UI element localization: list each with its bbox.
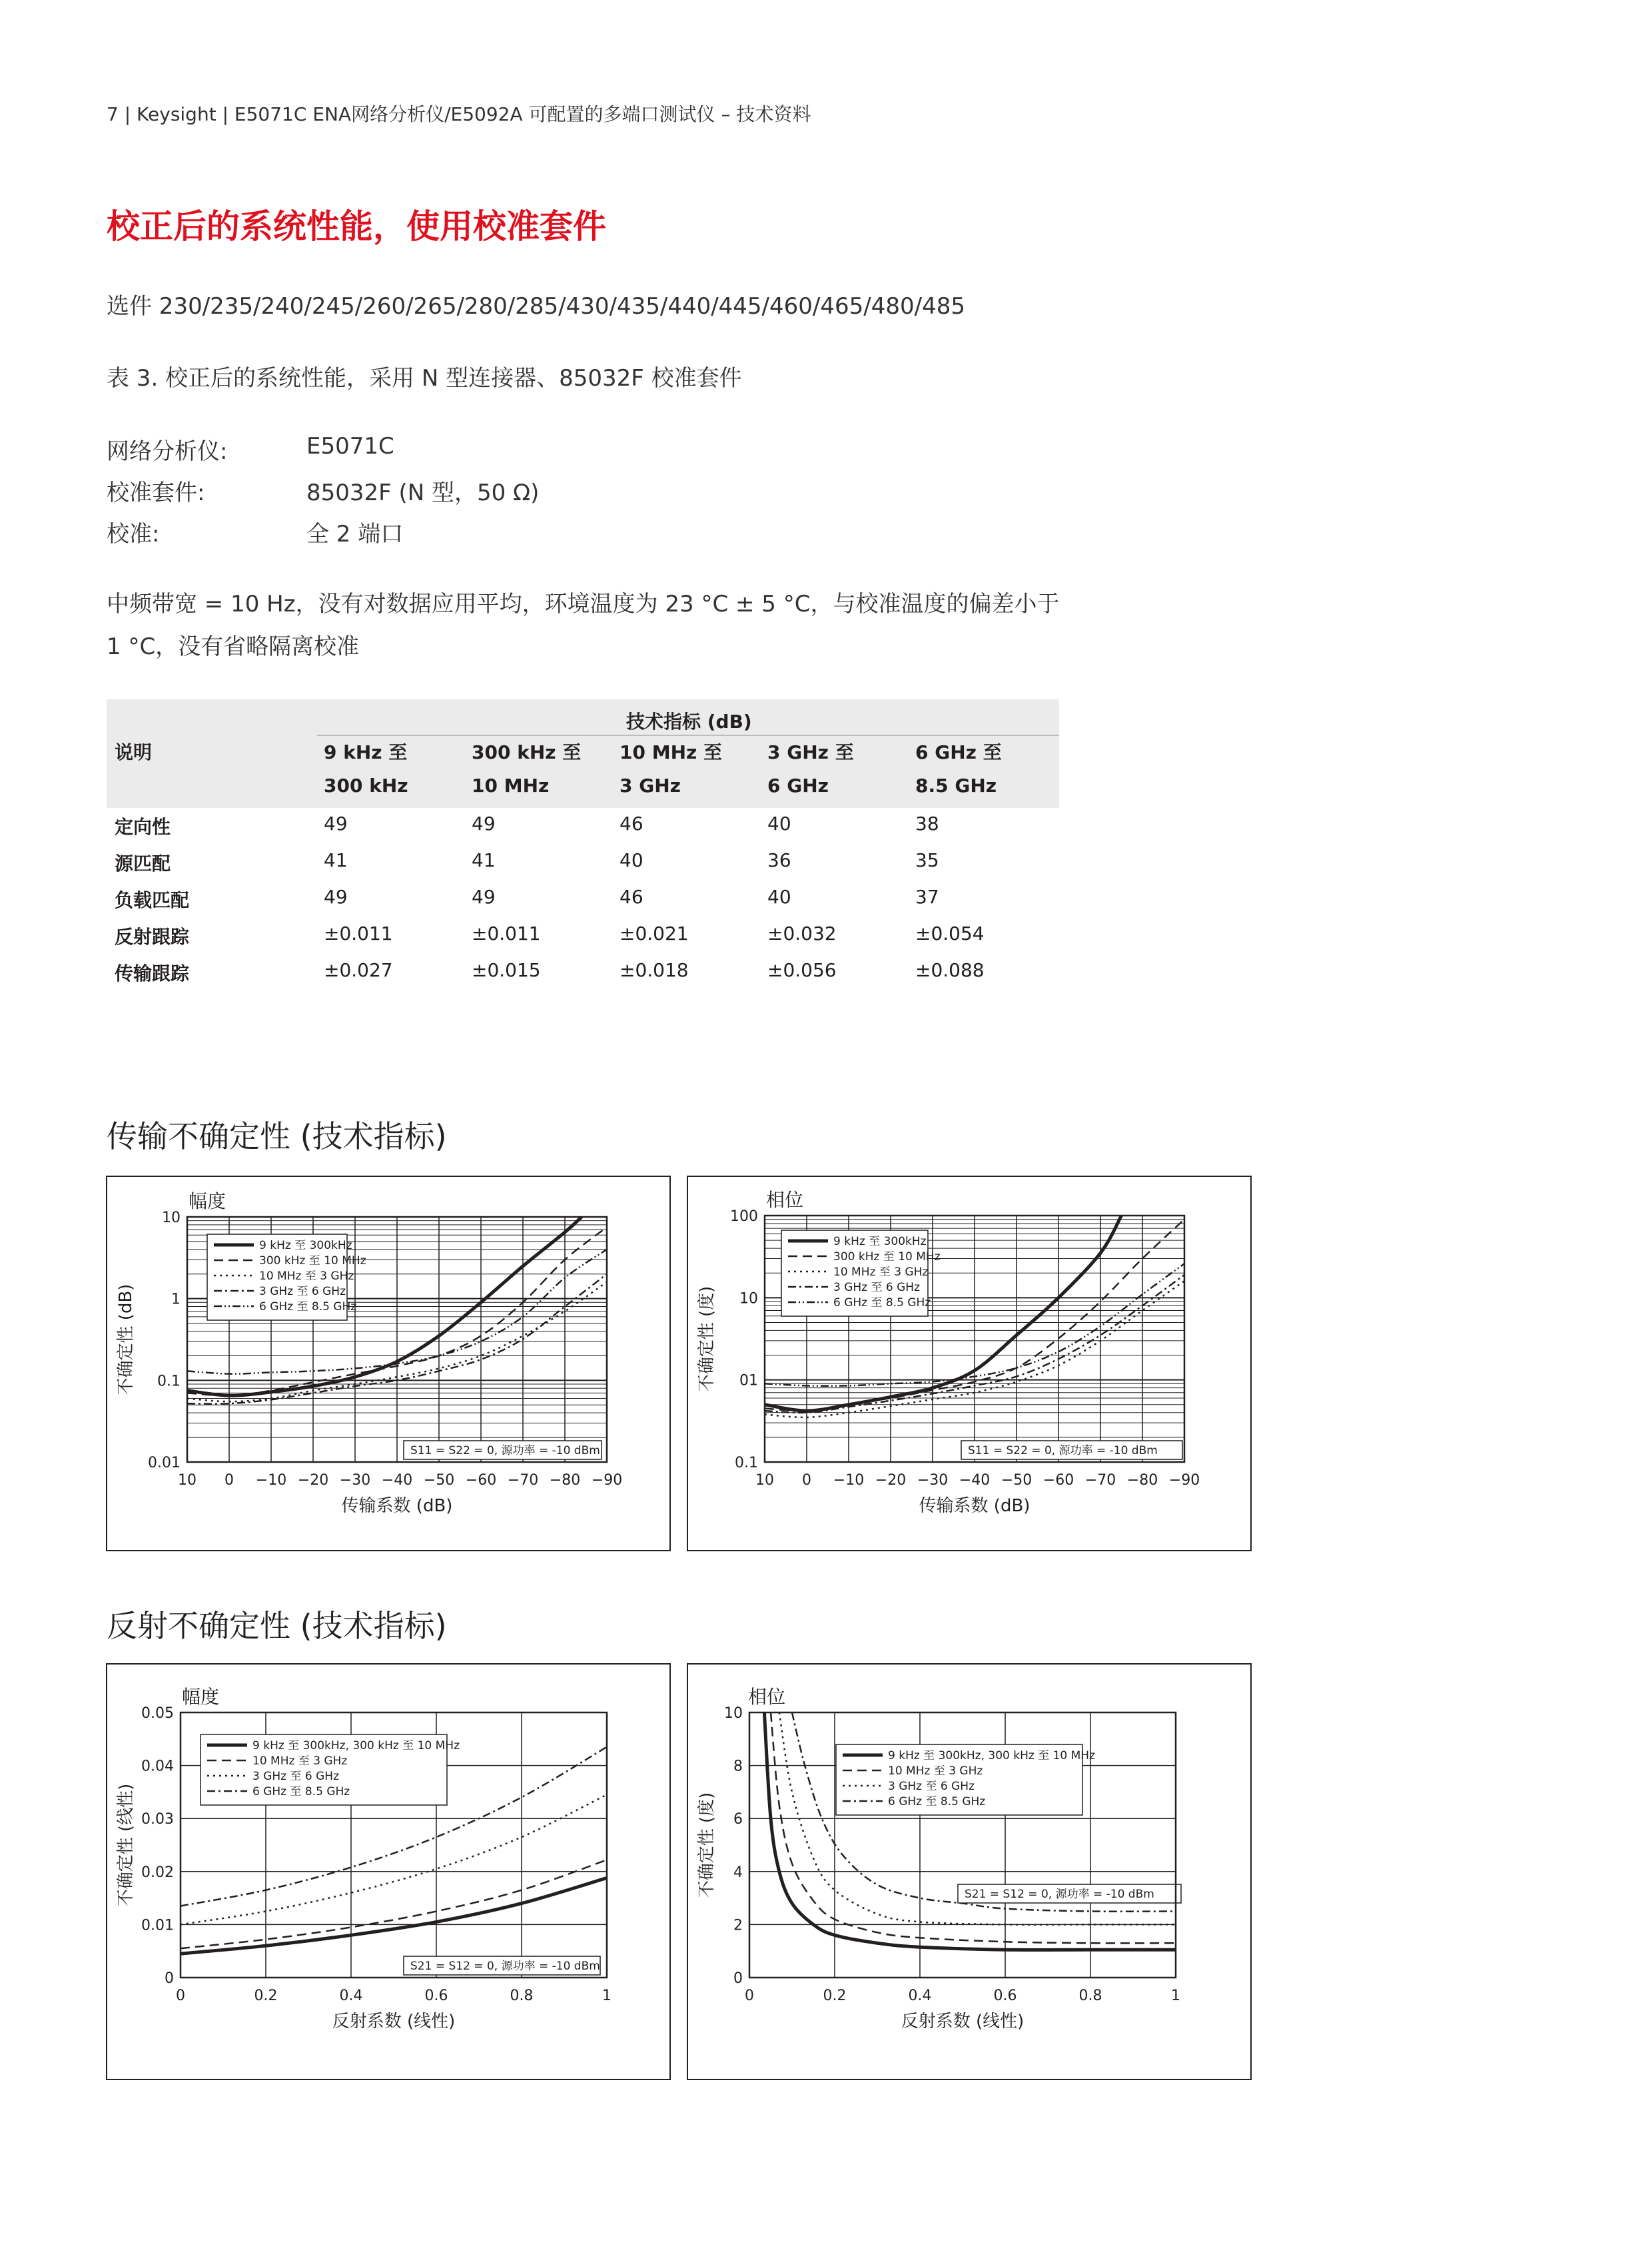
table-col-header: 3 GHz 至 6 GHz	[767, 741, 854, 797]
cell: ±0.015	[472, 959, 541, 981]
y-tick-label: 0.01	[141, 1917, 174, 1934]
x-tick-label: −10	[833, 1472, 865, 1489]
x-tick-label: −80	[549, 1472, 581, 1489]
conditions-text: 中频带宽 = 10 Hz，没有对数据应用平均，环境温度为 23 °C ± 5 °C，与校准温度的偏差小于 1 °C，没有省略隔离校准	[107, 591, 1060, 660]
legend-label: 3 GHz 至 6 GHz	[833, 1281, 921, 1294]
legend-label: 10 MHz 至 3 GHz	[259, 1270, 354, 1283]
x-tick-label: 0.4	[339, 1988, 363, 2004]
chart-title: 幅度	[182, 1686, 220, 1708]
legend-label: 3 GHz 至 6 GHz	[252, 1770, 340, 1783]
x-tick-label: 0	[745, 1988, 754, 2004]
legend-label: 10 MHz 至 3 GHz	[252, 1754, 348, 1768]
chart-transmission-phase	[687, 1176, 1252, 1551]
x-tick-label: −50	[423, 1472, 455, 1489]
x-tick-label: 0.4	[908, 1988, 932, 2004]
row-label: 定向性	[115, 816, 171, 838]
y-tick-label: 1	[171, 1291, 181, 1308]
table-col-header: 300 kHz 至 10 MHz	[472, 741, 582, 797]
y-tick-label: 0.01	[148, 1455, 181, 1471]
y-tick-label: 10	[739, 1290, 758, 1308]
chart-svg	[688, 1665, 1250, 2079]
x-tick-label: 0	[224, 1472, 234, 1489]
x-tick-label: −20	[875, 1472, 907, 1489]
y-tick-label: 4	[733, 1864, 743, 1881]
x-tick-label: −40	[381, 1472, 413, 1489]
x-axis-label: 反射系数 (线性)	[332, 2012, 456, 2032]
section-title: 校正后的系统性能，使用校准套件	[107, 207, 606, 246]
legend-label: 6 GHz 至 8.5 GHz	[888, 1795, 986, 1808]
note-text: S21 = S12 = 0, 源功率 = -10 dBm	[410, 1960, 600, 1973]
x-tick-label: −50	[1001, 1472, 1032, 1489]
y-tick-label: 10	[162, 1210, 181, 1226]
x-tick-label: −30	[339, 1472, 371, 1489]
legend-label: 9 kHz 至 300kHz	[833, 1235, 927, 1248]
legend-label: 6 GHz 至 8.5 GHz	[252, 1785, 350, 1798]
legend-label: 10 MHz 至 3 GHz	[888, 1764, 983, 1778]
spec-value: 全 2 端口	[306, 521, 404, 548]
cell: 38	[915, 813, 939, 835]
reflection-title: 反射不确定性 (技术指标)	[107, 1608, 447, 1644]
cell: ±0.056	[767, 959, 837, 981]
x-tick-label: −20	[297, 1472, 329, 1489]
series-line	[181, 1860, 607, 1948]
table-col-header: 6 GHz 至 8.5 GHz	[915, 741, 1002, 797]
cell: 37	[915, 886, 939, 908]
cell: 41	[472, 849, 496, 871]
transmission-title: 传输不确定性 (技术指标)	[107, 1118, 447, 1154]
legend-label: 9 kHz 至 300kHz	[259, 1239, 352, 1252]
x-tick-label: 0.8	[1078, 1988, 1102, 2004]
spec-label: 校准:	[107, 521, 160, 548]
spec-analyzer	[107, 433, 394, 466]
y-tick-label: 0.04	[141, 1758, 174, 1775]
x-tick-label: 10	[178, 1472, 197, 1489]
legend-label: 6 GHz 至 8.5 GHz	[833, 1296, 931, 1309]
row-label: 传输跟踪	[115, 962, 190, 984]
x-tick-label: −10	[255, 1472, 287, 1489]
note-text: S11 = S22 = 0, 源功率 = -10 dBm	[410, 1444, 600, 1457]
row-label: 源匹配	[115, 853, 171, 875]
series-line	[181, 1794, 607, 1924]
spec-value: E5071C	[306, 433, 394, 460]
spec-label: 网络分析仪:	[107, 438, 228, 465]
chart-transmission-magnitude	[106, 1176, 671, 1551]
cell: 35	[915, 849, 939, 871]
x-tick-label: −80	[1126, 1472, 1158, 1489]
cell: ±0.018	[620, 959, 689, 981]
chart-title: 幅度	[189, 1190, 226, 1212]
legend-label: 6 GHz 至 8.5 GHz	[259, 1300, 357, 1313]
y-tick-label: 0.03	[141, 1811, 174, 1828]
spec-calkit	[107, 474, 540, 507]
x-tick-label: −70	[507, 1472, 539, 1489]
table-col-header: 10 MHz 至 3 GHz	[620, 741, 723, 797]
cell: 36	[767, 849, 791, 871]
x-tick-label: 0.6	[424, 1988, 448, 2004]
table-desc-header: 说明	[115, 741, 153, 763]
x-axis-label: 传输系数 (dB)	[341, 1496, 453, 1516]
spec-calibration	[107, 516, 404, 548]
options-line: 选件 230/235/240/245/260/265/280/285/430/435/440/445/460/465/480/485	[107, 293, 965, 320]
cell: 49	[324, 886, 348, 908]
cell: 41	[324, 849, 348, 871]
legend-label: 3 GHz 至 6 GHz	[888, 1780, 975, 1793]
y-tick-label: 6	[733, 1811, 743, 1828]
chart-reflection-magnitude	[106, 1663, 671, 2080]
note-text: S21 = S12 = 0, 源功率 = -10 dBm	[965, 1888, 1154, 1901]
y-tick-label: 0.02	[141, 1864, 174, 1881]
x-tick-label: 0.2	[823, 1988, 847, 2004]
x-tick-label: −70	[1084, 1472, 1116, 1489]
spec-label: 校准套件:	[107, 480, 205, 506]
y-tick-label: 0	[165, 1970, 174, 1987]
y-tick-label: 0	[733, 1970, 743, 1987]
chart-reflection-phase	[687, 1663, 1252, 2080]
x-tick-label: 0.8	[510, 1988, 534, 2004]
x-tick-label: 0	[176, 1988, 185, 2004]
y-tick-label: 0.1	[735, 1455, 758, 1471]
y-tick-label: 10	[724, 1705, 743, 1722]
note-text: S11 = S22 = 0, 源功率 = -10 dBm	[968, 1444, 1158, 1457]
page-header: 7 | Keysight | E5071C ENA网络分析仪/E5092A 可配置的多端口测试仪 – 技术资料	[107, 103, 811, 125]
x-tick-label: −90	[591, 1472, 623, 1489]
x-tick-label: 1	[1171, 1988, 1180, 2004]
cell: ±0.088	[915, 959, 985, 981]
chart-svg	[107, 1177, 669, 1550]
cell: ±0.021	[620, 923, 689, 944]
spec-value: 85032F (N 型，50 Ω)	[306, 480, 540, 506]
cell: 40	[767, 886, 791, 908]
y-tick-label: 100	[730, 1208, 758, 1225]
y-axis-label: 不确定性 (线性)	[116, 1783, 136, 1907]
cell: 49	[472, 813, 496, 835]
x-tick-label: −60	[1042, 1472, 1074, 1489]
y-tick-label: 01	[739, 1372, 758, 1389]
table-caption: 技术指标 (dB)	[626, 711, 752, 733]
cell: 46	[620, 886, 643, 908]
table-col-header: 9 kHz 至 300 kHz	[324, 741, 408, 797]
y-tick-label: 2	[733, 1917, 743, 1934]
x-tick-label: −90	[1168, 1472, 1200, 1489]
y-axis-label: 不确定性 (dB)	[116, 1284, 136, 1395]
cell: ±0.027	[324, 959, 393, 981]
chart-svg	[107, 1665, 669, 2079]
y-tick-label: 8	[733, 1758, 743, 1775]
y-axis-label: 不确定性 (度)	[697, 1286, 717, 1392]
x-tick-label: 1	[602, 1988, 612, 2004]
x-tick-label: −60	[465, 1472, 497, 1489]
y-axis-label: 不确定性 (度)	[697, 1792, 717, 1898]
cell: ±0.032	[767, 923, 837, 944]
x-tick-label: 0.6	[993, 1988, 1017, 2004]
legend-label: 10 MHz 至 3 GHz	[833, 1266, 929, 1279]
cell: 49	[472, 886, 496, 908]
cell: 49	[324, 813, 348, 835]
x-tick-label: −30	[917, 1472, 949, 1489]
cell: ±0.011	[472, 923, 541, 944]
x-tick-label: −40	[959, 1472, 991, 1489]
legend-label: 3 GHz 至 6 GHz	[259, 1285, 346, 1298]
legend-label: 300 kHz 至 10 MHz	[833, 1250, 941, 1264]
row-label: 反射跟踪	[115, 926, 190, 948]
x-tick-label: 10	[755, 1472, 774, 1489]
chart-title: 相位	[766, 1189, 804, 1211]
cell: ±0.054	[915, 923, 985, 944]
y-tick-label: 0.1	[157, 1373, 181, 1390]
x-axis-label: 传输系数 (dB)	[919, 1496, 1031, 1516]
x-axis-label: 反射系数 (线性)	[901, 2012, 1025, 2032]
x-tick-label: 0.2	[254, 1988, 278, 2004]
cell: 46	[620, 813, 643, 835]
legend-label: 9 kHz 至 300kHz, 300 kHz 至 10 MHz	[888, 1749, 1096, 1762]
row-label: 负载匹配	[115, 889, 190, 911]
x-tick-label: 0	[802, 1472, 811, 1489]
chart-title: 相位	[748, 1686, 786, 1708]
y-tick-label: 0.05	[141, 1705, 174, 1722]
table-title: 表 3. 校正后的系统性能，采用 N 型连接器、85032F 校准套件	[107, 365, 742, 392]
legend-label: 300 kHz 至 10 MHz	[259, 1254, 366, 1268]
chart-svg	[688, 1177, 1250, 1550]
cell: 40	[767, 813, 791, 835]
cell: 40	[620, 849, 643, 871]
cell: ±0.011	[324, 923, 393, 944]
legend-label: 9 kHz 至 300kHz, 300 kHz 至 10 MHz	[252, 1739, 460, 1752]
